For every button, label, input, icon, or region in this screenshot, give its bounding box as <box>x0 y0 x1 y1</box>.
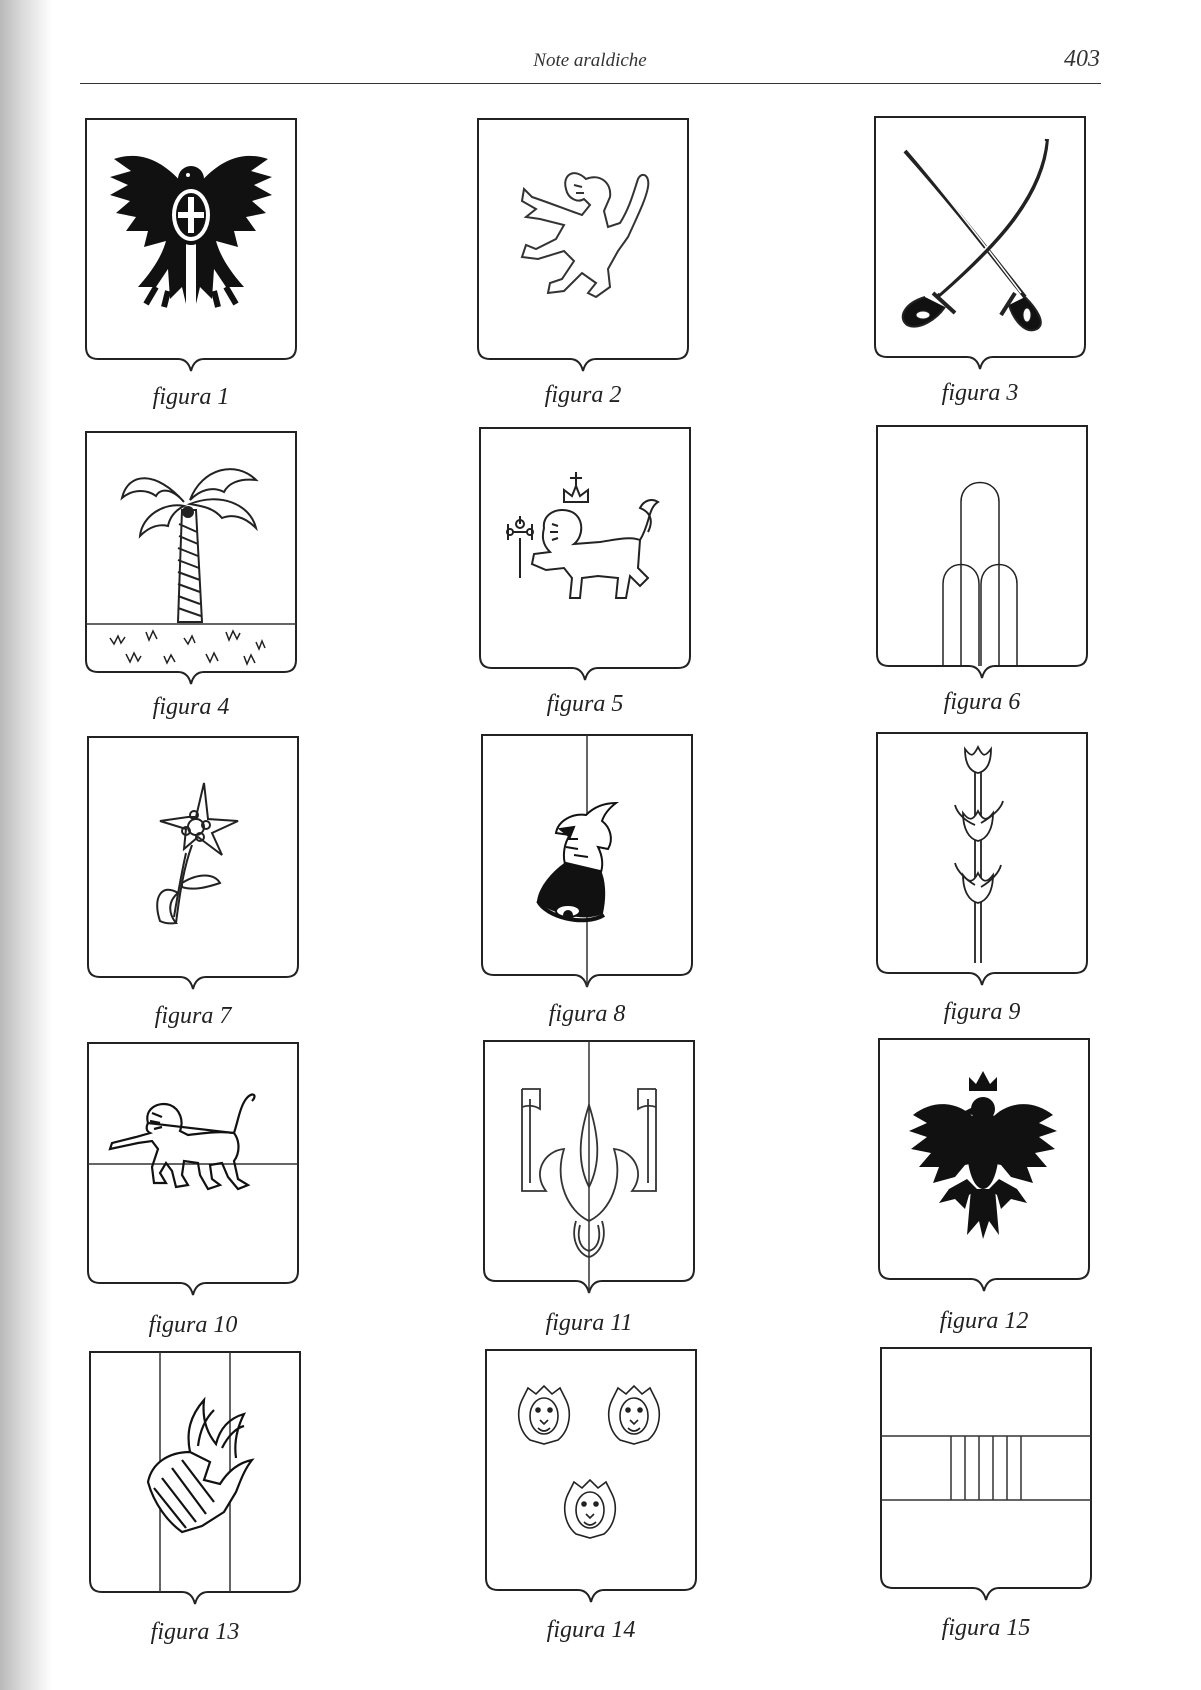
shield-2 <box>478 119 688 371</box>
shield-4 <box>86 432 296 684</box>
figure-caption: figura 15 <box>941 1615 1031 1641</box>
running-title: Note araldiche <box>533 50 647 71</box>
shield-12 <box>879 1039 1089 1291</box>
shield-13 <box>90 1352 300 1604</box>
figure-caption: figura 12 <box>939 1308 1029 1334</box>
shield-9 <box>877 733 1087 985</box>
figure-caption: figura 14 <box>546 1617 636 1643</box>
page-number: 403 <box>1064 46 1100 72</box>
figure-caption: figura 11 <box>545 1310 633 1336</box>
shield-10 <box>88 1043 298 1295</box>
shield-1 <box>86 119 296 371</box>
shield-6 <box>877 426 1087 678</box>
figure-caption: figura 6 <box>943 689 1021 715</box>
shield-7 <box>88 737 298 989</box>
shield-15 <box>881 1348 1091 1600</box>
shield-5 <box>480 428 690 680</box>
shield-11 <box>484 1041 694 1293</box>
figure-caption: figura 2 <box>544 382 622 408</box>
shield-14 <box>486 1350 696 1602</box>
figure-caption: figura 3 <box>941 380 1019 406</box>
figure-caption: figura 8 <box>548 1001 626 1027</box>
figure-caption: figura 10 <box>148 1312 238 1338</box>
figure-caption: figura 4 <box>152 694 230 720</box>
shield-8 <box>482 735 692 987</box>
figure-caption: figura 9 <box>943 999 1021 1025</box>
figure-caption: figura 7 <box>154 1003 232 1029</box>
figure-caption: figura 1 <box>152 384 230 410</box>
figure-caption: figura 5 <box>546 691 624 717</box>
shield-3 <box>875 117 1085 369</box>
figure-caption: figura 13 <box>150 1619 240 1645</box>
